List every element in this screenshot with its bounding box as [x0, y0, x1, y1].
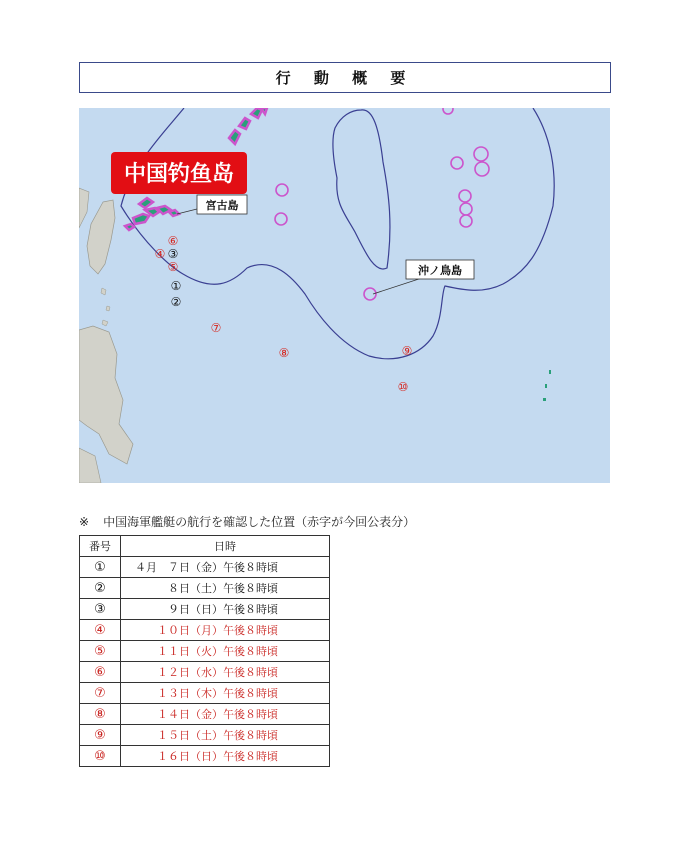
header-datetime: 日時: [121, 536, 330, 557]
row-number: ④: [80, 620, 121, 641]
miyako-label-box: [197, 195, 247, 214]
row-number: ⑤: [80, 641, 121, 662]
table-row: [80, 746, 330, 767]
schedule-table: [79, 535, 330, 767]
table-row: [80, 620, 330, 641]
row-datetime: ４月 ７日（金）午後８時頃: [121, 557, 330, 578]
row-number: ⑨: [80, 725, 121, 746]
row-number: ⑥: [80, 662, 121, 683]
row-number: ⑩: [80, 746, 121, 767]
marker-10: ⑩: [397, 380, 409, 394]
map-svg: [79, 108, 610, 483]
row-datetime: １３日（木）午後８時頃: [121, 683, 330, 704]
table-row: [80, 662, 330, 683]
marker-5: ⑤: [167, 260, 179, 274]
page-title: 行 動 概 要: [275, 69, 415, 87]
row-datetime: １４日（金）午後８時頃: [121, 704, 330, 725]
okinotori-label-box: [406, 260, 474, 279]
row-datetime: １２日（水）午後８時頃: [121, 662, 330, 683]
row-datetime: ８日（土）午後８時頃: [121, 578, 330, 599]
page-title-box: [79, 62, 611, 93]
note-mark: ※: [79, 515, 90, 529]
row-number: ⑦: [80, 683, 121, 704]
row-datetime: １０日（月）午後８時頃: [121, 620, 330, 641]
marker-2: ②: [170, 295, 182, 309]
row-datetime: １６日（日）午後８時頃: [121, 746, 330, 767]
marker-3: ③: [167, 247, 179, 261]
table-row: [80, 683, 330, 704]
marker-7: ⑦: [210, 321, 222, 335]
header-number: 番号: [80, 536, 121, 557]
marker-4: ④: [154, 247, 166, 261]
map: [79, 108, 610, 483]
row-datetime: １５日（土）午後８時頃: [121, 725, 330, 746]
table-row: [80, 557, 330, 578]
row-number: ①: [80, 557, 121, 578]
china-diaoyu-banner: [111, 152, 247, 194]
banner-text: 中国钓鱼岛: [123, 162, 235, 187]
table-row: [80, 599, 330, 620]
table-row: [80, 641, 330, 662]
row-datetime: １１日（火）午後８時頃: [121, 641, 330, 662]
table-row: [80, 578, 330, 599]
note-text: 中国海軍艦艇の航行を確認した位置（赤字が今回公表分）: [103, 515, 416, 529]
row-datetime: ９日（日）午後８時頃: [121, 599, 330, 620]
table-row: [80, 704, 330, 725]
marker-1: ①: [170, 279, 182, 293]
marker-9: ⑨: [401, 344, 413, 358]
marker-8: ⑧: [278, 346, 290, 360]
row-number: ⑧: [80, 704, 121, 725]
row-number: ②: [80, 578, 121, 599]
miyako-label: 宮古島: [205, 199, 239, 212]
marker-6: ⑥: [167, 234, 179, 248]
table-row: [80, 725, 330, 746]
table-header-row: [80, 536, 330, 557]
row-number: ③: [80, 599, 121, 620]
okinotori-label: 沖ノ鳥島: [418, 264, 462, 277]
note: [79, 513, 415, 530]
